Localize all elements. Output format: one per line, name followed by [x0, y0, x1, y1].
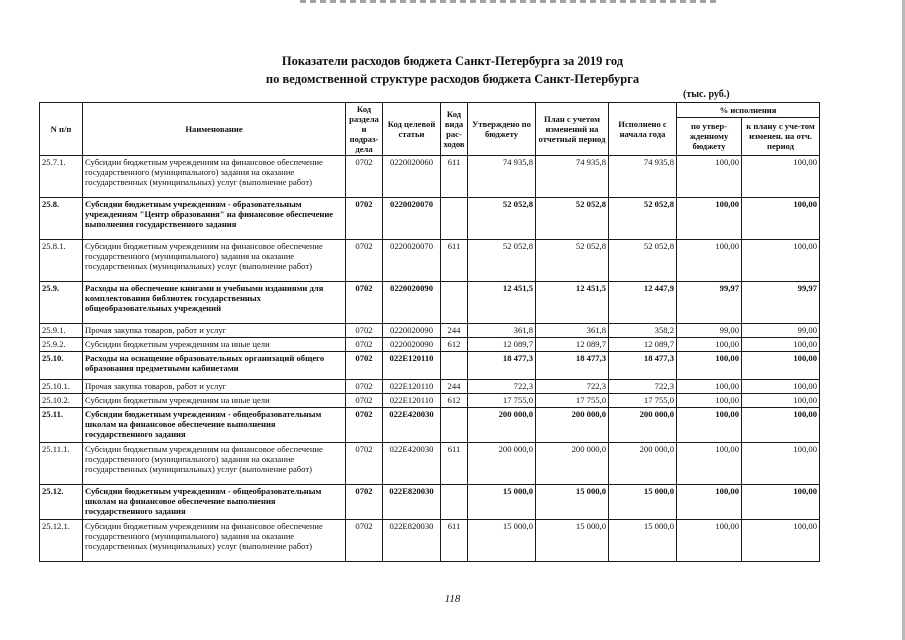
- row-target-code: 0220020090: [383, 338, 441, 352]
- report-subtitle: по ведомственной структуре расходов бюджета Санкт-Петербурга: [265, 72, 640, 86]
- header-pct-plan: к плану с уче-том изменен. на отч. период: [742, 117, 820, 155]
- row-section-code: 0702: [346, 352, 383, 380]
- row-kind-code: 244: [441, 380, 468, 394]
- row-name: Субсидии бюджетным учреждениям - общеобразовательным школам на финансовое обеспечение выполнения государственного задания: [83, 485, 346, 520]
- table-row: [40, 324, 820, 338]
- row-executed: 12 089,7: [609, 338, 677, 352]
- row-section-code: 0702: [346, 485, 383, 520]
- row-section-code: 0702: [346, 443, 383, 485]
- header-name: Наименование: [83, 103, 346, 156]
- scan-edge-artifact: [300, 0, 720, 3]
- row-approved: 52 052,8: [468, 198, 536, 240]
- row-name: Субсидии бюджетным учреждениям на финансовое обеспечение государственного (муниципального) задания на оказание государственных (муниципальных) услуг (выполнение работ): [83, 520, 346, 562]
- row-pct-plan: 100,00: [742, 240, 820, 282]
- row-name: Прочая закупка товаров, работ и услуг: [83, 324, 346, 338]
- table-row: [40, 520, 820, 562]
- row-section-code: 0702: [346, 394, 383, 408]
- row-plan: 17 755,0: [536, 394, 609, 408]
- row-section-code: 0702: [346, 520, 383, 562]
- row-section-code: 0702: [346, 408, 383, 443]
- row-name: Расходы на обеспечение книгами и учебными изданиями для комплектования библиотек государственных общеобразовательных учреждений: [83, 282, 346, 324]
- row-number: 25.8.1.: [40, 240, 83, 282]
- row-name: Субсидии бюджетным учреждениям на иные цели: [83, 338, 346, 352]
- row-number: 25.12.1.: [40, 520, 83, 562]
- header-percent-group: % исполнения: [677, 103, 820, 118]
- row-pct-approved: 100,00: [677, 338, 742, 352]
- table-body: [40, 156, 820, 562]
- row-pct-approved: 100,00: [677, 443, 742, 485]
- row-pct-plan: 100,00: [742, 520, 820, 562]
- row-pct-plan: 100,00: [742, 352, 820, 380]
- row-section-code: 0702: [346, 156, 383, 198]
- row-target-code: 0220020070: [383, 198, 441, 240]
- row-section-code: 0702: [346, 240, 383, 282]
- row-approved: 15 000,0: [468, 485, 536, 520]
- row-target-code: 022E120110: [383, 380, 441, 394]
- row-pct-plan: 100,00: [742, 198, 820, 240]
- row-pct-approved: 99,00: [677, 324, 742, 338]
- row-kind-code: 611: [441, 520, 468, 562]
- row-kind-code: [441, 352, 468, 380]
- row-approved: 12 451,5: [468, 282, 536, 324]
- row-pct-approved: 100,00: [677, 520, 742, 562]
- row-plan: 15 000,0: [536, 520, 609, 562]
- row-number: 25.10.2.: [40, 394, 83, 408]
- row-target-code: 022E820030: [383, 520, 441, 562]
- row-executed: 52 052,8: [609, 240, 677, 282]
- row-approved: 200 000,0: [468, 443, 536, 485]
- row-number: 25.10.1.: [40, 380, 83, 394]
- row-target-code: 022E120110: [383, 394, 441, 408]
- row-plan: 74 935,8: [536, 156, 609, 198]
- row-pct-approved: 100,00: [677, 394, 742, 408]
- header-plan: План с учетом изменений на отчетный период: [536, 103, 609, 156]
- table-row: [40, 198, 820, 240]
- header-target-code: Код целевой статьи: [383, 103, 441, 156]
- row-name: Субсидии бюджетным учреждениям на финансовое обеспечение государственного (муниципального) задания на оказание государственных (муниципальных) услуг (выполнение работ): [83, 156, 346, 198]
- row-target-code: 0220020090: [383, 282, 441, 324]
- row-name: Субсидии бюджетным учреждениям на иные цели: [83, 394, 346, 408]
- header-executed: Исполнено с начала года: [609, 103, 677, 156]
- row-pct-approved: 100,00: [677, 352, 742, 380]
- row-pct-approved: 100,00: [677, 198, 742, 240]
- row-number: 25.9.: [40, 282, 83, 324]
- row-kind-code: 611: [441, 156, 468, 198]
- row-approved: 15 000,0: [468, 520, 536, 562]
- row-kind-code: [441, 408, 468, 443]
- row-target-code: 0220020090: [383, 324, 441, 338]
- row-kind-code: 611: [441, 240, 468, 282]
- row-section-code: 0702: [346, 282, 383, 324]
- row-pct-plan: 99,97: [742, 282, 820, 324]
- row-kind-code: 612: [441, 338, 468, 352]
- expenditure-table: [39, 102, 820, 562]
- row-pct-approved: 100,00: [677, 240, 742, 282]
- row-plan: 15 000,0: [536, 485, 609, 520]
- row-number: 25.12.: [40, 485, 83, 520]
- row-approved: 18 477,3: [468, 352, 536, 380]
- header-num: N п/п: [40, 103, 83, 156]
- header-approved: Утверждено по бюджету: [468, 103, 536, 156]
- row-plan: 200 000,0: [536, 443, 609, 485]
- row-pct-plan: 99,00: [742, 324, 820, 338]
- row-section-code: 0702: [346, 338, 383, 352]
- row-number: 25.11.1.: [40, 443, 83, 485]
- row-approved: 361,8: [468, 324, 536, 338]
- row-executed: 15 000,0: [609, 520, 677, 562]
- row-pct-approved: 100,00: [677, 156, 742, 198]
- row-executed: 200 000,0: [609, 443, 677, 485]
- row-target-code: 0220020070: [383, 240, 441, 282]
- row-name: Субсидии бюджетным учреждениям - образовательным учреждениям "Центр образования" на финансовое обеспечение выполнения государственного задания: [83, 198, 346, 240]
- table-row: [40, 240, 820, 282]
- row-plan: 200 000,0: [536, 408, 609, 443]
- row-name: Прочая закупка товаров, работ и услуг: [83, 380, 346, 394]
- row-approved: 74 935,8: [468, 156, 536, 198]
- row-kind-code: [441, 198, 468, 240]
- row-kind-code: [441, 485, 468, 520]
- row-approved: 17 755,0: [468, 394, 536, 408]
- table-row: [40, 156, 820, 198]
- row-section-code: 0702: [346, 380, 383, 394]
- report-title: Показатели расходов бюджета Санкт-Петербурга за 2019 год: [281, 54, 624, 68]
- row-approved: 200 000,0: [468, 408, 536, 443]
- row-number: 25.11.: [40, 408, 83, 443]
- row-target-code: 022E420030: [383, 443, 441, 485]
- row-pct-plan: 100,00: [742, 156, 820, 198]
- row-approved: 52 052,8: [468, 240, 536, 282]
- row-pct-approved: 99,97: [677, 282, 742, 324]
- table-row: [40, 352, 820, 380]
- row-number: 25.10.: [40, 352, 83, 380]
- row-executed: 358,2: [609, 324, 677, 338]
- page-number: 118: [444, 593, 461, 605]
- row-plan: 18 477,3: [536, 352, 609, 380]
- row-number: 25.7.1.: [40, 156, 83, 198]
- row-kind-code: 611: [441, 443, 468, 485]
- row-number: 25.9.1.: [40, 324, 83, 338]
- row-pct-plan: 100,00: [742, 380, 820, 394]
- row-number: 25.8.: [40, 198, 83, 240]
- row-number: 25.9.2.: [40, 338, 83, 352]
- table-row: [40, 443, 820, 485]
- row-kind-code: [441, 282, 468, 324]
- row-name: Субсидии бюджетным учреждениям на финансовое обеспечение государственного (муниципального) задания на оказание государственных (муниципальных) услуг (выполнение работ): [83, 240, 346, 282]
- row-pct-plan: 100,00: [742, 443, 820, 485]
- row-pct-approved: 100,00: [677, 408, 742, 443]
- row-section-code: 0702: [346, 324, 383, 338]
- header-pct-approved: по утвер-жденному бюджету: [677, 117, 742, 155]
- row-plan: 12 089,7: [536, 338, 609, 352]
- row-pct-plan: 100,00: [742, 394, 820, 408]
- row-executed: 12 447,9: [609, 282, 677, 324]
- table-row: [40, 408, 820, 443]
- row-approved: 12 089,7: [468, 338, 536, 352]
- row-pct-approved: 100,00: [677, 485, 742, 520]
- row-executed: 722,3: [609, 380, 677, 394]
- table-row: [40, 282, 820, 324]
- row-target-code: 022E120110: [383, 352, 441, 380]
- table-row: [40, 394, 820, 408]
- row-plan: 722,3: [536, 380, 609, 394]
- row-plan: 361,8: [536, 324, 609, 338]
- row-executed: 17 755,0: [609, 394, 677, 408]
- row-approved: 722,3: [468, 380, 536, 394]
- units-label: (тыс. руб.): [683, 89, 730, 100]
- row-executed: 74 935,8: [609, 156, 677, 198]
- row-name: Расходы на оснащение образовательных организаций общего образования предметными кабинетами: [83, 352, 346, 380]
- row-section-code: 0702: [346, 198, 383, 240]
- row-kind-code: 244: [441, 324, 468, 338]
- table-row: [40, 338, 820, 352]
- row-plan: 12 451,5: [536, 282, 609, 324]
- row-executed: 15 000,0: [609, 485, 677, 520]
- table-row: [40, 380, 820, 394]
- row-executed: 18 477,3: [609, 352, 677, 380]
- row-pct-approved: 100,00: [677, 380, 742, 394]
- row-name: Субсидии бюджетным учреждениям - общеобразовательным школам на финансовое обеспечение выполнения государственного задания: [83, 408, 346, 443]
- table-row: [40, 485, 820, 520]
- row-target-code: 022E820030: [383, 485, 441, 520]
- header-section-code: Код раздела и подраз-дела: [346, 103, 383, 156]
- row-plan: 52 052,8: [536, 240, 609, 282]
- row-pct-plan: 100,00: [742, 338, 820, 352]
- row-pct-plan: 100,00: [742, 408, 820, 443]
- row-executed: 200 000,0: [609, 408, 677, 443]
- row-target-code: 022E420030: [383, 408, 441, 443]
- row-plan: 52 052,8: [536, 198, 609, 240]
- row-name: Субсидии бюджетным учреждениям на финансовое обеспечение государственного (муниципального) задания на оказание государственных (муниципальных) услуг (выполнение работ): [83, 443, 346, 485]
- row-pct-plan: 100,00: [742, 485, 820, 520]
- row-target-code: 0220020060: [383, 156, 441, 198]
- row-kind-code: 612: [441, 394, 468, 408]
- header-kind-code: Код вида рас-ходов: [441, 103, 468, 156]
- row-executed: 52 052,8: [609, 198, 677, 240]
